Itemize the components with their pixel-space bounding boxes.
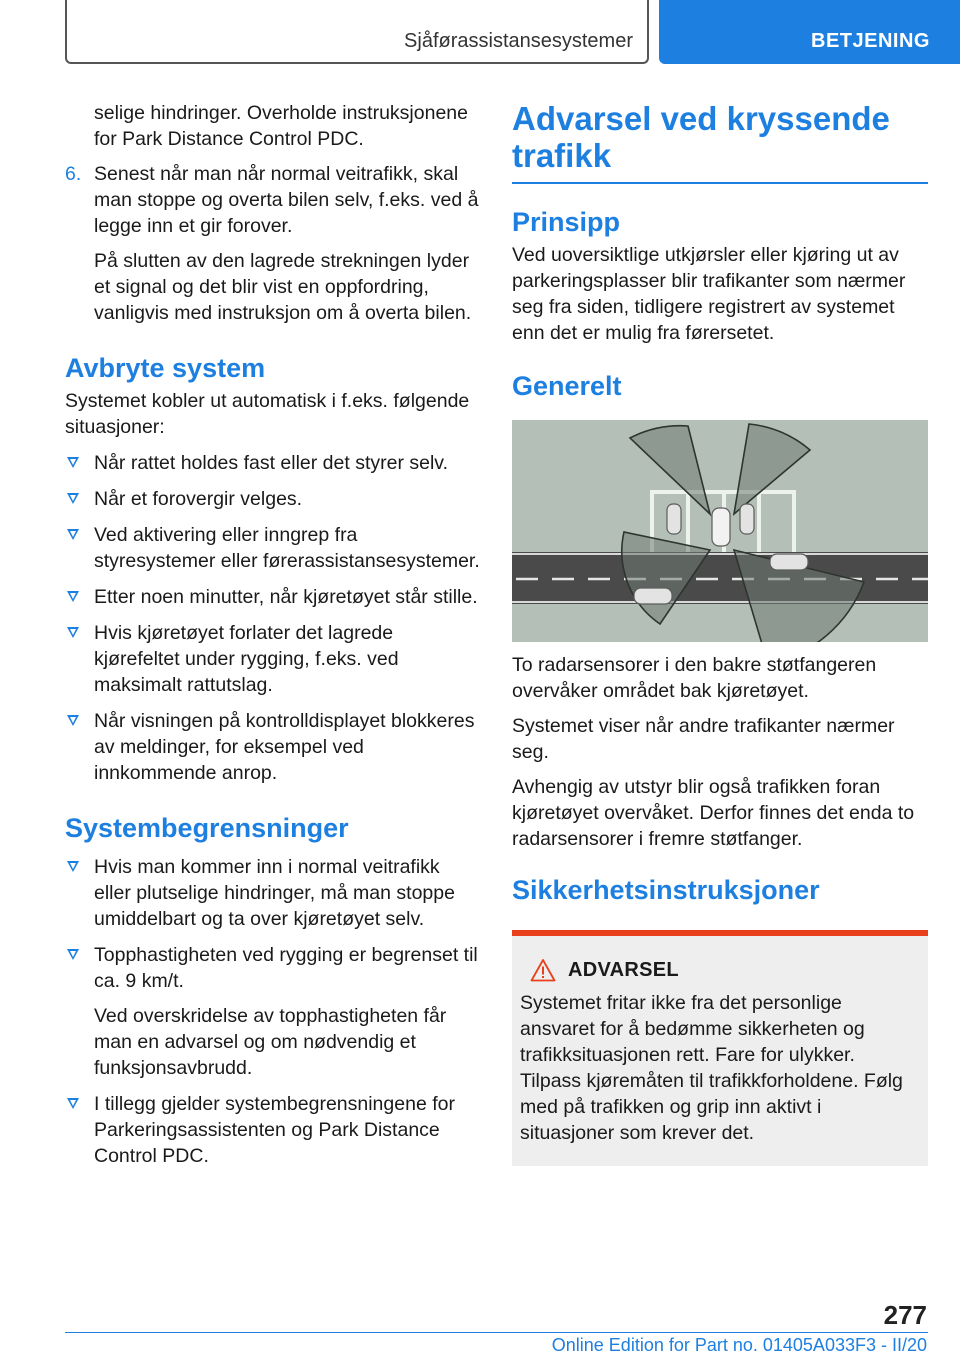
page-number: 277 [883,1300,927,1330]
heading-safety: Sikkerhetsinstruksjoner [512,875,820,905]
right-column [512,100,928,1166]
heading-general: Generelt [512,371,622,401]
left-column [65,100,480,1169]
step-number: 6. [65,163,82,185]
footer-edition: Online Edition for Part no. 01405A033F3 - II/20 [551,1335,927,1355]
heading-abort-system: Avbryte system [65,353,266,383]
step-text: Senest når man når normal veitrafikk, skal man stoppe og overta bilen selv, f.eks. ved å legge inn et gir forover. [94,163,479,237]
list-item: Hvis kjøretøyet forlater det lagrede kjørefeltet under rygging, f.eks. ved maksimalt rattutslag. [65,620,480,698]
abort-list [65,450,480,786]
list-item: Hvis man kommer inn i normal veitrafikk eller plutselige hindringer, må man stoppe umiddelbart og ta over kjøretøyet selv. [65,854,480,932]
warning-header [520,958,919,982]
triangle-bullet-icon [67,861,79,872]
list-item: Etter noen minutter, når kjøretøyet står stille. [65,584,480,610]
heading-system-limits: Systembegrensninger [65,813,349,843]
chapter-tab [659,0,960,64]
list-item: Når et forovergir velges. [65,486,480,512]
cross-traffic-illustration [512,420,928,642]
warning-triangle-icon [530,958,556,982]
triangle-bullet-icon [67,457,79,468]
list-item: I tillegg gjelder systembegrensningene for Parkeringsassistenten og Park Distance Control PDC. [65,1091,480,1169]
triangle-bullet-icon [67,493,79,504]
triangle-bullet-icon [67,529,79,540]
list-item: Når rattet holdes fast eller det styrer selv. [65,450,480,476]
list-item: Når visningen på kontrolldisplayet blokkeres av meldinger, for eksempel ved innkommende anrop. [65,708,480,786]
warning-text: Systemet fritar ikke fra det personlige ansvaret for å bedømme sikkerheten og trafikksituasjonen rett. Fare for ulykker. Tilpass kjøremåten til trafikkforholdene. Følg med på trafikken og grip inn aktivt i situasjoner som krever det. [520,992,903,1144]
list-item: Ved aktivering eller inngrep fra styresystemer eller førerassistansesystemer. [65,522,480,574]
general-text-3: Avhengig av utstyr blir også trafikken foran kjøretøyet overvåket. Derfor finnes det enda to radarsensorer i fremre støtfanger. [512,776,915,850]
triangle-bullet-icon [67,949,79,960]
step-subtext: På slutten av den lagrede strekningen lyder et signal og det blir vist en oppfordring, vanligvis med instruksjon om å overta bilen. [94,250,472,324]
general-text-1: To radarsensorer i den bakre støtfangeren overvåker området bak kjøretøyet. [512,654,877,702]
numbered-step [65,161,480,326]
warning-box [512,930,928,1166]
section-title: Sjåførassistansesystemer [404,30,633,52]
footer-rule [65,1332,928,1333]
triangle-bullet-icon [67,627,79,638]
intro-continuation: selige hindringer. Overholde instruksjonene for Park Distance Control PDC. [94,102,468,150]
radar-diagram [512,420,928,642]
warning-label: ADVARSEL [568,958,679,981]
triangle-bullet-icon [67,715,79,726]
triangle-bullet-icon [67,591,79,602]
list-item: Topphastigheten ved rygging er begrenset til ca. 9 km/t. Ved overskridelse av topphastigheten får man en advarsel og om nødvendig et funksjonsavbrudd. [65,942,480,1081]
heading-rule [512,182,928,184]
general-text-2: Systemet viser når andre trafikanter nærmer seg. [512,715,895,763]
heading-principle: Prinsipp [512,207,621,237]
limits-list [65,854,480,1169]
principle-text: Ved uoversiktlige utkjørsler eller kjøring ut av parkeringsplasser blir trafikanter som nærmer seg fra siden, tidligere registrert av systemet enn det er mulig fra førersetet. [512,244,906,344]
section-tab [65,0,649,64]
triangle-bullet-icon [67,1098,79,1109]
chapter-title: BETJENING [811,30,930,52]
chapter-heading: Advarsel ved kryssende trafikk [512,100,890,174]
page-header [0,0,960,66]
abort-intro: Systemet kobler ut automatisk i f.eks. følgende situasjoner: [65,390,470,438]
